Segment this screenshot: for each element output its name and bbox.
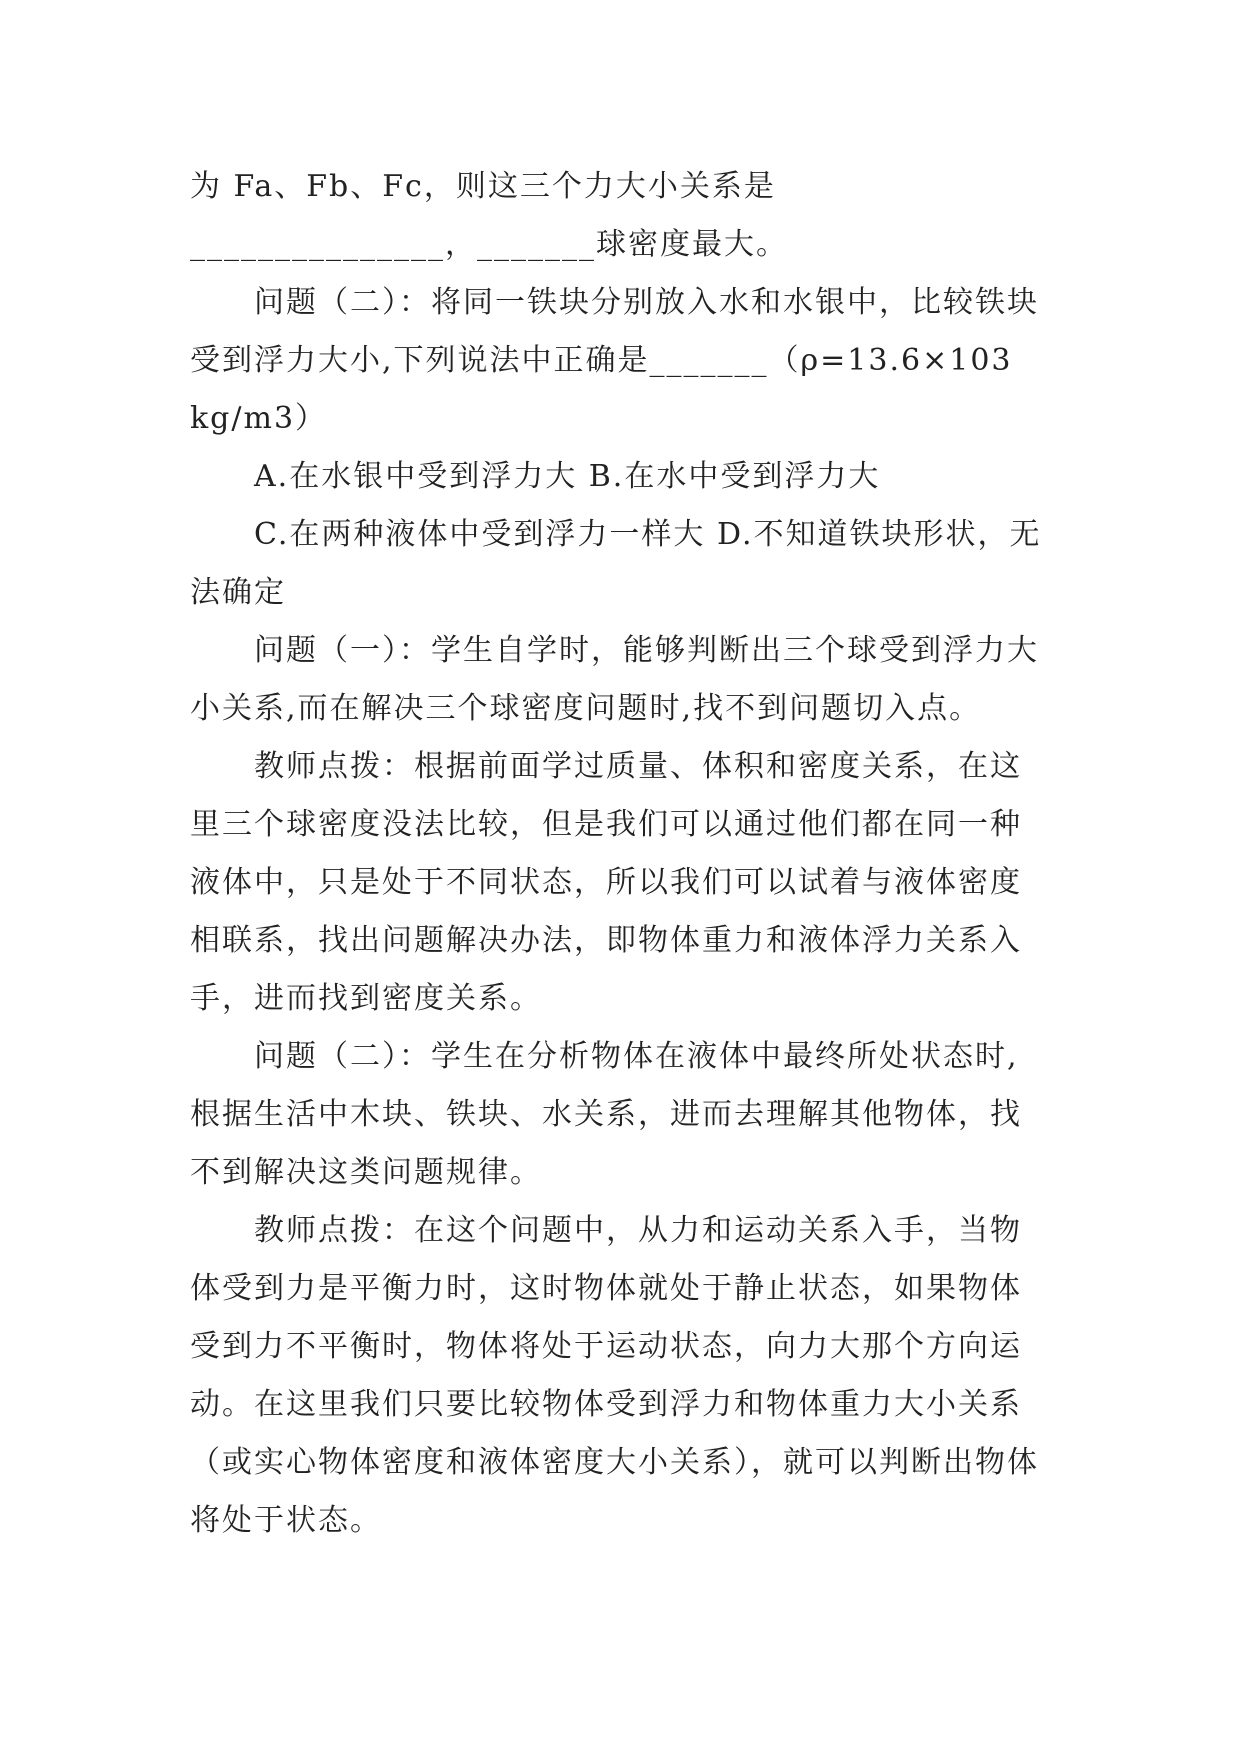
paragraph-options-a-b: A.在水银中受到浮力大 B.在水中受到浮力大 [254, 459, 881, 494]
paragraph-problem-2: 问题（二）：学生在分析物体在液体中最终所处状态时,根据生活中木块、铁块、水关系，进而去理解其他物体，找不到解决这类问题规律。 [190, 1039, 1022, 1190]
paragraph-question-2-iron-block: 问题（二）：将同一铁块分别放入水和水银中，比较铁块受到浮力大小,下列说法中正确是_______（ρ=13.6×103 kg/m3） [190, 285, 1039, 436]
paragraph-forces-relation: 为 Fa、Fb、Fc，则这三个力大小关系是_______________，_______球密度最大。 [190, 169, 788, 262]
paragraph-teacher-guidance-1: 教师点拨：根据前面学过质量、体积和密度关系，在这里三个球密度没法比较，但是我们可以通过他们都在同一种液体中，只是处于不同状态，所以我们可以试着与液体密度相联系，找出问题解决办法，即物体重力和液体浮力关系入手，进而找到密度关系。 [190, 749, 1022, 1016]
paragraph-problem-1: 问题（一）：学生自学时，能够判断出三个球受到浮力大小关系,而在解决三个球密度问题时,找不到问题切入点。 [190, 633, 1039, 726]
paragraph-teacher-guidance-2: 教师点拨：在这个问题中，从力和运动关系入手，当物体受到力是平衡力时，这时物体就处于静止状态，如果物体受到力不平衡时，物体将处于运动状态，向力大那个方向运动。在这里我们只要比较物体受到浮力和物体重力大小关系（或实心物体密度和液体密度大小关系），就可以判断出物体将处于状态。 [190, 1213, 1039, 1538]
document-body [190, 158, 1050, 1550]
paragraph-options-c-d: C.在两种液体中受到浮力一样大 D.不知道铁块形状，无法确定 [190, 517, 1042, 610]
